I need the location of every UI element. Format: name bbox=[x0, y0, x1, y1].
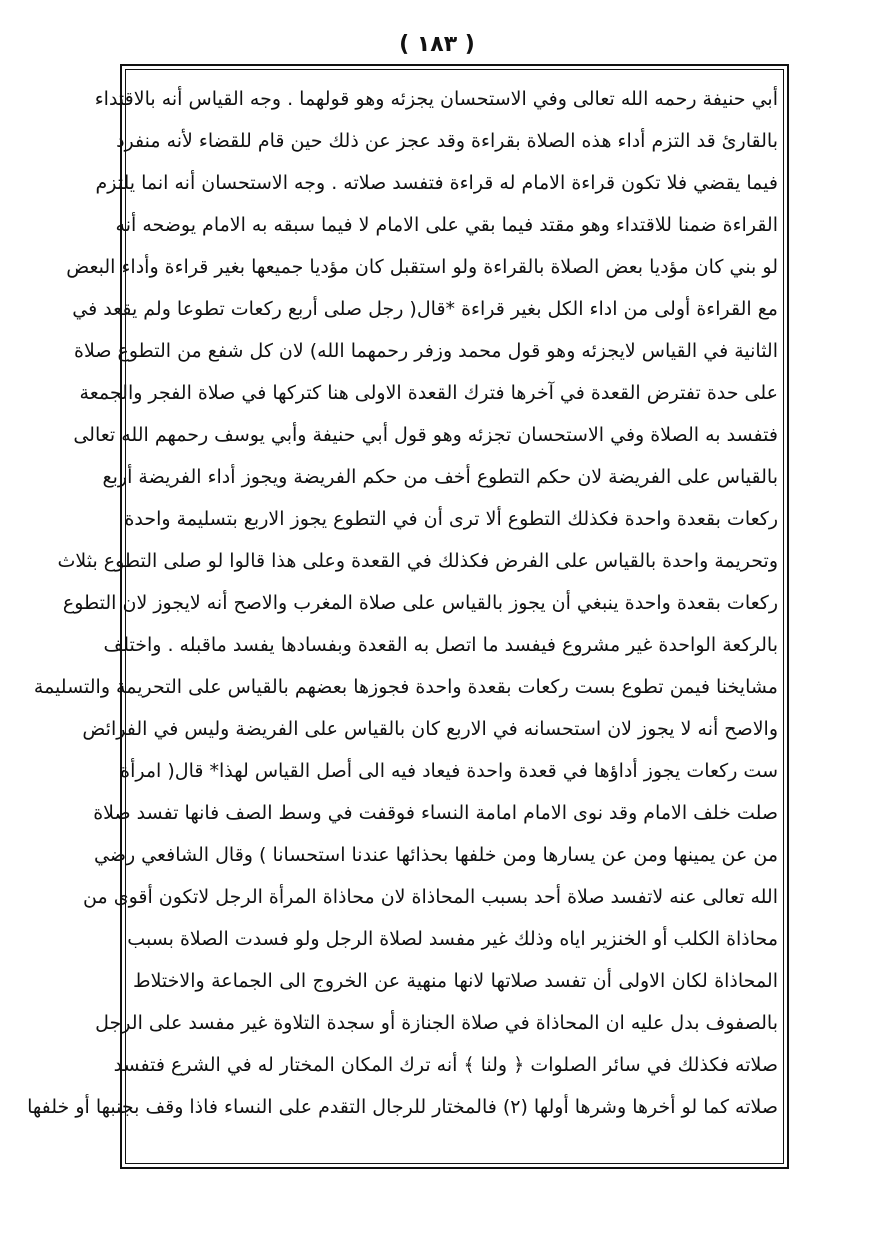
text-line: والاصح أنه لا يجوز لان استحسانه في الاربع كان بالقياس على الفريضة وليس في الفرائض bbox=[82, 718, 778, 740]
text-line: بالقياس على الفريضة لان حكم التطوع أخف من حكم الفريضة ويجوز أداء الفريضة أربع bbox=[102, 466, 778, 488]
text-line: صلاته فكذلك في سائر الصلوات ﴿ ولنا ﴾ أنه ترك المكان المختار له في الشرع فتفسد bbox=[113, 1054, 778, 1076]
body-text bbox=[27, 78, 778, 1128]
text-line: مع القراءة أولى من اداء الكل بغير قراءة *قال( رجل صلى أربع ركعات تطوعا ولم يقعد في bbox=[72, 298, 778, 320]
text-line: على حدة تفترض القعدة في آخرها فترك القعدة الاولى هنا كتركها في صلاة الفجر والجمعة bbox=[79, 382, 778, 404]
text-line: ركعات بقعدة واحدة ينبغي أن يجوز بالقياس على صلاة المغرب والاصح أنه لايجوز لان التطوع bbox=[62, 592, 778, 614]
text-line: أبي حنيفة رحمه الله تعالى وفي الاستحسان يجزئه وهو قولهما . وجه القياس أنه بالاقتداء bbox=[94, 88, 778, 110]
text-line: مشايخنا فيمن تطوع بست ركعات بقعدة واحدة فجوزها بعضهم بالقياس على التحريمة والتسليمة bbox=[33, 676, 778, 698]
text-line: ركعات بقعدة واحدة فكذلك التطوع ألا ترى أن في التطوع يجوز الاربع بتسليمة واحدة bbox=[124, 508, 778, 530]
text-line: الله تعالى عنه لاتفسد صلاة أحد بسبب المحاذاة لان محاذاة المرأة الرجل لاتكون أقوى من bbox=[83, 886, 778, 908]
text-line: صلت خلف الامام وقد نوى الامام امامة النساء فوقفت في وسط الصف فانها تفسد صلاة bbox=[93, 802, 778, 824]
text-line: فتفسد به الصلاة وفي الاستحسان تجزئه وهو قول أبي حنيفة وأبي يوسف رحمهم الله تعالى bbox=[73, 424, 778, 446]
text-line: ست ركعات يجوز أداؤها في قعدة واحدة فيعاد فيه الى أصل القياس لهذا* قال( امرأة bbox=[120, 760, 778, 782]
text-line: القراءة ضمنا للاقتداء وهو مقتد فيما بقي على الامام لا فيما سبقه به الامام يوضحه أنه bbox=[115, 214, 778, 236]
text-line: صلاته كما لو أخرها وشرها أولها (٢) فالمختار للرجال التقدم على النساء فاذا وقف بجنبها أو خلفها bbox=[27, 1096, 778, 1118]
page-number: ( ١٨٣ ) bbox=[399, 32, 475, 57]
text-line: من عن يمينها ومن عن يسارها ومن خلفها بحذائها عندنا استحسانا ) وقال الشافعي رضي bbox=[94, 844, 778, 866]
text-line: محاذاة الكلب أو الخنزير اياه وذلك غير مفسد لصلاة الرجل ولو فسدت الصلاة بسبب bbox=[127, 928, 778, 950]
text-line: فيما يقضي فلا تكون قراءة الامام له قراءة فتفسد صلاته . وجه الاستحسان أنه انما يلتزم bbox=[95, 172, 778, 194]
text-line: بالقارئ قد التزم أداء هذه الصلاة بقراءة وقد عجز عن ذلك حين قام للقضاء لأنه منفرد bbox=[116, 130, 778, 152]
text-line: بالصفوف بدل عليه ان المحاذاة في صلاة الجنازة أو سجدة التلاوة غير مفسد على الرجل bbox=[95, 1012, 778, 1034]
text-line: المحاذاة لكان الاولى أن تفسد صلاتها لانها منهية عن الخروج الى الجماعة والاختلاط bbox=[133, 970, 778, 992]
text-line: لو بني كان مؤديا بعض الصلاة بالقراءة ولو استقبل كان مؤديا جميعها بغير قراءة وأداء البعض bbox=[66, 256, 778, 278]
text-line: الثانية في القياس لايجزئه وهو قول محمد وزفر رحمهما الله) لان كل شفع من التطوع صلاة bbox=[74, 340, 778, 362]
text-line: وتحريمة واحدة بالقياس على الفرض فكذلك في القعدة وعلى هذا قالوا لو صلى التطوع بثلاث bbox=[57, 550, 778, 572]
text-line: بالركعة الواحدة غير مشروع فيفسد ما اتصل به القعدة وبفسادها يفسد ماقبله . واختلف bbox=[103, 634, 778, 656]
